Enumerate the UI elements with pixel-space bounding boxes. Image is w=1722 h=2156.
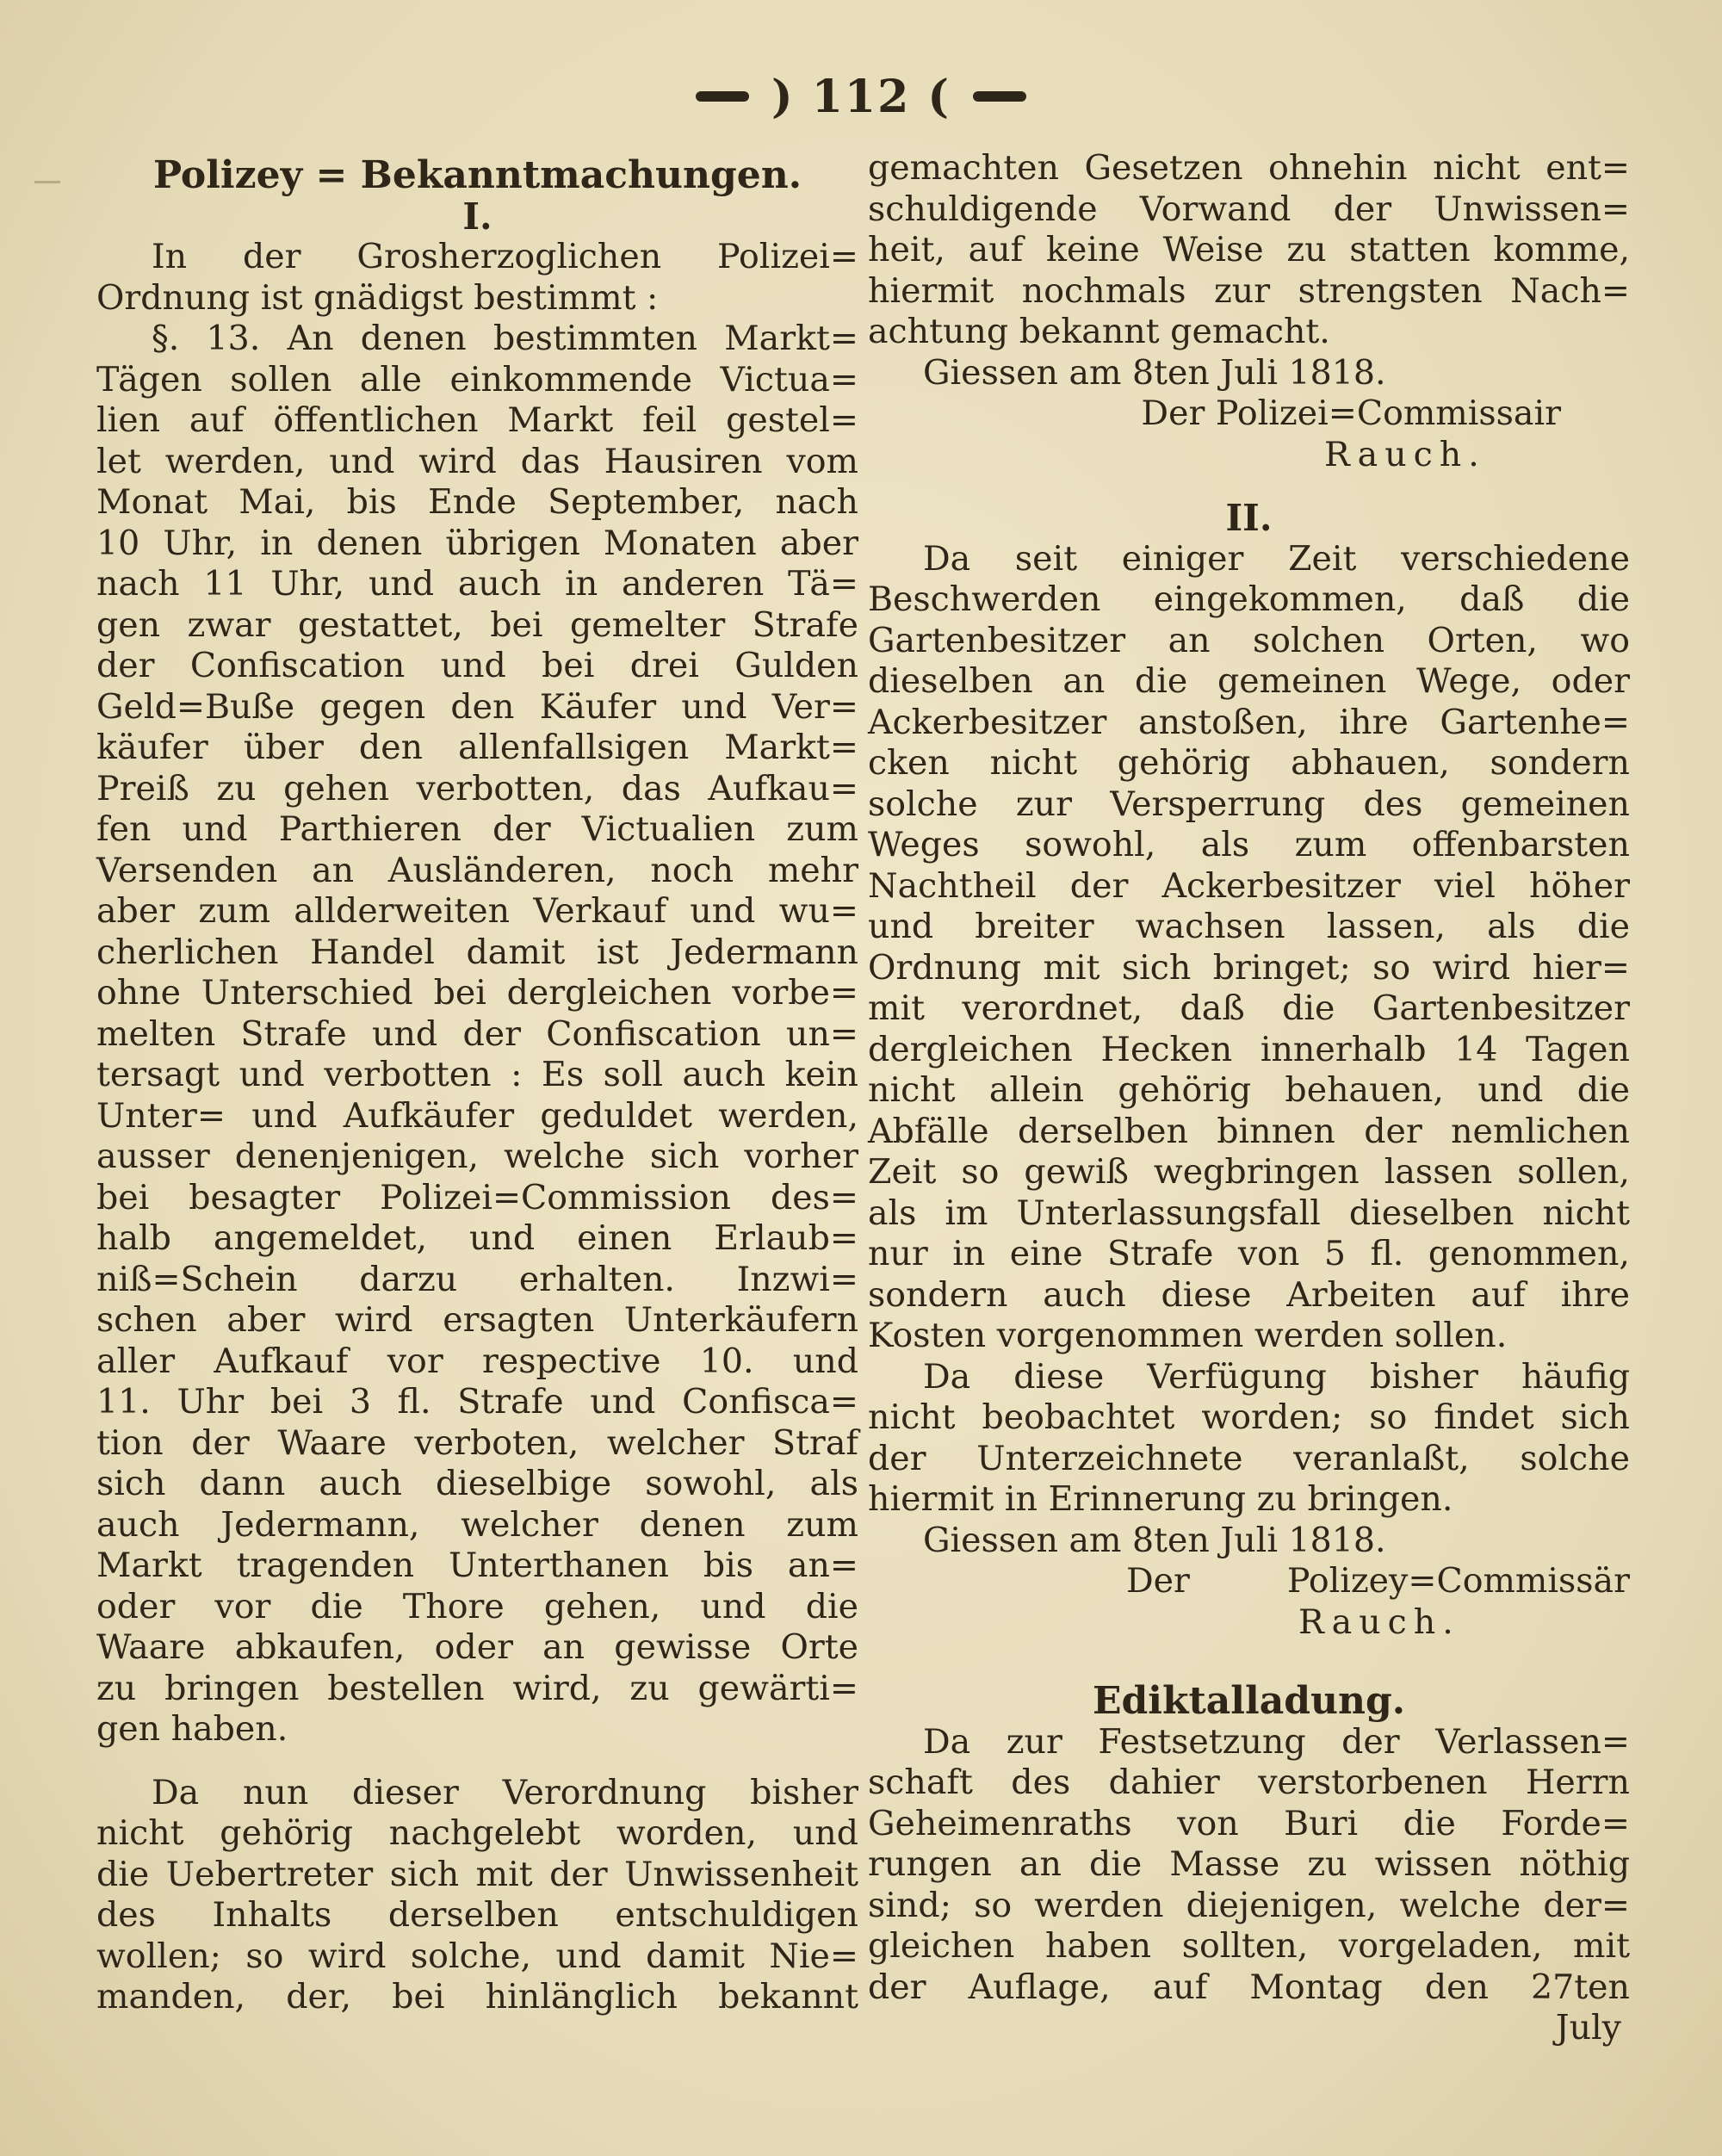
text-line: gleichen haben sollten, vorgeladen, mit [868, 1926, 1630, 1966]
edikt-body [868, 1722, 1630, 2009]
text-line: des Inhalts derselben entschuldigen [96, 1895, 858, 1935]
text-line: käufer über den allenfallsigen Markt= [96, 728, 858, 767]
text-line: gen zwar gestattet, bei gemelter Strafe [96, 604, 858, 645]
text-line: tion der Waare verboten, welcher Straf [96, 1422, 858, 1463]
notice-2-date: Giessen am 8ten Juli 1818. [923, 1520, 1386, 1560]
text-line: Ackerbesitzer anstoßen, ihre Gartenhe= [868, 702, 1630, 742]
text-line: niß=Schein darzu erhalten. Inzwi= [96, 1259, 858, 1299]
text-line: Monat Mai, bis Ende September, nach [96, 482, 858, 522]
header-rule-right [973, 91, 1026, 102]
text-line: dergleichen Hecken innerhalb 14 Tagen [868, 1029, 1630, 1069]
text-line: solche zur Versperrung des gemeinen [868, 784, 1630, 824]
text-line: nicht allein gehörig behauen, und die [868, 1070, 1630, 1110]
text-line: schuldigende Vorwand der Unwissen= [868, 189, 1630, 229]
text-line: cken nicht gehörig abhauen, sondern [868, 743, 1630, 783]
notice-1-continuation [868, 148, 1630, 353]
text-line: Beschwerden eingekommen, daß die [868, 579, 1630, 619]
text-line: melten Strafe und der Confiscation un= [96, 1013, 858, 1054]
right-column [868, 148, 1630, 2049]
text-line: let werden, und wird das Hausiren vom [96, 441, 858, 481]
text-line: Waare abkaufen, oder an gewisse Orte [96, 1627, 858, 1667]
notice-1-body [96, 237, 858, 1750]
text-line: nicht beobachtet worden; so findet sich [868, 1397, 1630, 1437]
text-line: manden, der, bei hinlänglich bekannt [96, 1977, 858, 2017]
text-line: Da seit einiger Zeit verschiedene [923, 538, 1630, 579]
text-line: rungen an die Masse zu wissen nöthig [868, 1844, 1630, 1884]
text-line: Weges sowohl, als zum offenbarsten [868, 825, 1630, 864]
text-line: mit verordnet, daß die Gartenbesitzer [868, 988, 1630, 1028]
text-line: der Auflage, auf Montag den 27ten [868, 1967, 1630, 2007]
text-line: fen und Parthieren der Victualien zum [96, 809, 858, 849]
text-line: Versenden an Ausländeren, noch mehr [96, 850, 858, 890]
text-line: nach 11 Uhr, und auch in anderen Tä= [96, 564, 858, 604]
notice-1-paragraph-2 [96, 1773, 858, 2018]
text-line: gemachten Gesetzen ohnehin nicht ent= [868, 148, 1630, 188]
text-line: Preiß zu gehen verbotten, das Aufkau= [96, 768, 858, 808]
text-line: halb angemeldet, und einen Erlaub= [96, 1218, 858, 1258]
header-rule-left [696, 91, 749, 102]
text-line: Ordnung mit sich bringet; so wird hier= [868, 947, 1630, 988]
text-line: Zeit so gewiß wegbringen lassen sollen, [868, 1152, 1630, 1192]
text-line: der Confiscation und bei drei Gulden [96, 646, 858, 685]
text-line: zu bringen bestellen wird, zu gewärti= [96, 1668, 858, 1708]
notice-1-signature-title: Der Polizei=Commissair [1141, 393, 1561, 433]
text-line: ohne Unterschied bei dergleichen vorbe= [96, 973, 858, 1013]
text-line: ausser denenjenigen, welche sich vorher [96, 1137, 858, 1176]
text-line: Unter= und Aufkäufer geduldet werden, [96, 1095, 858, 1136]
spacer [868, 475, 1630, 498]
text-line: Ordnung ist gnädigst bestimmt : [96, 277, 659, 318]
text-line: In der Grosherzoglichen Polizei= [152, 237, 858, 276]
text-line: sich dann auch dieselbige sowohl, als [96, 1464, 858, 1503]
section-title: Polizey = Bekanntmachungen. [152, 153, 802, 197]
text-line: Tägen sollen alle einkommende Victua= [96, 359, 858, 400]
text-line: schen aber wird ersagten Unterkäufern [96, 1300, 858, 1340]
text-line: heit, auf keine Weise zu statten komme, [868, 230, 1630, 270]
text-line: Da diese Verfügung bisher häufig [923, 1356, 1630, 1397]
notice-2-signature-name: Rauch. [1298, 1602, 1460, 1642]
margin-mark [34, 181, 60, 183]
text-line: hiermit nochmals zur strengsten Nach= [868, 270, 1630, 311]
notice-1-signature-name: Rauch. [1324, 434, 1486, 474]
text-line: nur in eine Strafe von 5 fl. genommen, [868, 1234, 1630, 1273]
notice-numeral-2: II. [1225, 497, 1273, 539]
text-line: dieselben an die gemeinen Wege, oder [868, 661, 1630, 701]
page-number: ) 112 ( [771, 70, 951, 123]
text-line: oder vor die Thore gehen, und die [96, 1586, 858, 1626]
text-line: aber zum allderweiten Verkauf und wu= [96, 891, 858, 931]
text-line: Da nun dieser Verordnung bisher [152, 1772, 858, 1812]
text-line: §. 13. An denen bestimmten Markt= [152, 319, 858, 358]
text-line: cherlichen Handel damit ist Jedermann [96, 932, 858, 972]
notice-1-date: Giessen am 8ten Juli 1818. [923, 352, 1386, 393]
text-line: schaft des dahier verstorbenen Herrn [868, 1763, 1630, 1802]
text-line: Markt tragenden Unterthanen bis an= [96, 1546, 858, 1585]
text-line: Nachtheil der Ackerbesitzer viel höher [868, 865, 1630, 906]
text-line: bei besagter Polizei=Commission des= [96, 1177, 858, 1217]
text-line: aller Aufkauf vor respective 10. und [96, 1341, 858, 1381]
edikt-title: Ediktalladung. [1092, 1679, 1406, 1723]
text-line: Gartenbesitzer an solchen Orten, wo [868, 620, 1630, 660]
text-line: hiermit in Erinnerung zu bringen. [868, 1479, 1453, 1519]
text-line: 11. Uhr bei 3 fl. Strafe und Confisca= [96, 1382, 858, 1422]
text-line: nicht gehörig nachgelebt worden, und [96, 1813, 858, 1853]
catchword: July [1555, 2008, 1621, 2048]
text-line: achtung bekannt gemacht. [868, 312, 1330, 351]
text-line: sind; so werden diejenigen, welche der= [868, 1885, 1630, 1925]
text-line: Da zur Festsetzung der Verlassen= [923, 1721, 1630, 1762]
text-line: die Uebertreter sich mit der Unwissenheit [96, 1854, 858, 1894]
text-line: lien auf öffentlichen Markt feil gestel= [96, 400, 858, 440]
text-line: Geld=Buße gegen den Käufer und Ver= [96, 686, 858, 727]
text-line: sondern auch diese Arbeiten auf ihre [868, 1274, 1630, 1315]
notice-2-body [868, 539, 1630, 1357]
spacer [96, 1750, 858, 1773]
left-column [96, 155, 858, 2018]
page-header [0, 62, 1722, 131]
text-line: Abfälle derselben binnen der nemlichen [868, 1111, 1630, 1151]
text-line: auch Jedermann, welcher denen zum [96, 1504, 858, 1545]
text-line: der Unterzeichnete veranlaßt, solche [868, 1438, 1630, 1478]
text-line: Kosten vorgenommen werden sollen. [868, 1316, 1508, 1355]
text-line: und breiter wachsen lassen, als die [868, 907, 1630, 946]
notice-2-signature-title: Der Polizey=Commissär [1126, 1561, 1630, 1601]
text-line: gen haben. [96, 1709, 288, 1749]
notice-2-paragraph-2 [868, 1357, 1630, 1521]
text-line: als im Unterlassungsfall dieselben nicht [868, 1193, 1630, 1233]
text-line: wollen; so wird solche, und damit Nie= [96, 1936, 858, 1976]
text-line: tersagt und verbotten : Es soll auch kein [96, 1055, 858, 1094]
text-line: Geheimenraths von Buri die Forde= [868, 1803, 1630, 1843]
spacer [868, 1643, 1630, 1681]
text-line: 10 Uhr, in denen übrigen Monaten aber [96, 523, 858, 563]
notice-numeral-1: I. [462, 195, 492, 238]
